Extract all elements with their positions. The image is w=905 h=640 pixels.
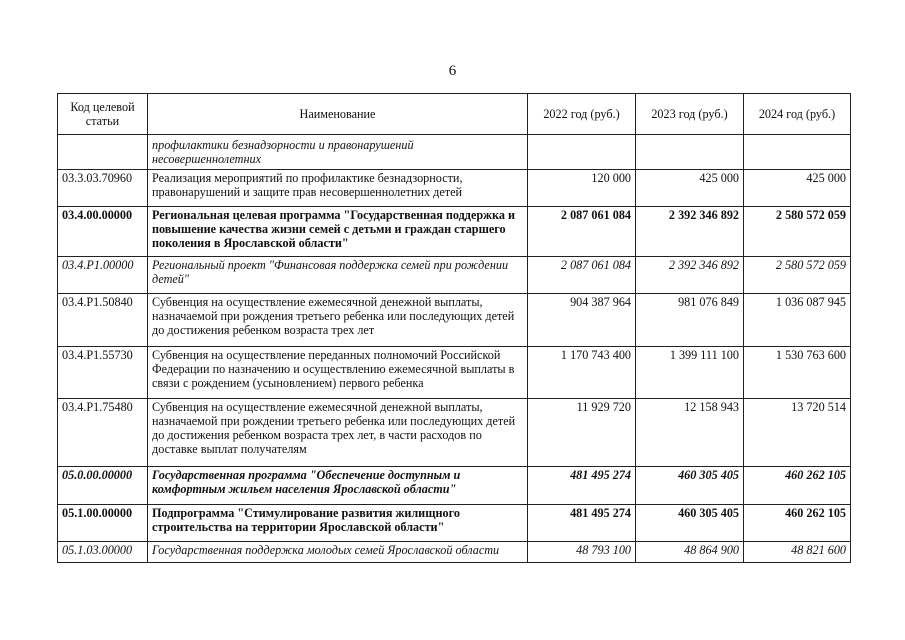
row-2022: 48 793 100	[528, 542, 636, 563]
row-code: 05.1.03.00000	[58, 542, 148, 563]
table-row	[58, 257, 851, 294]
row-2022: 11 929 720	[528, 399, 636, 467]
row-2023: 460 305 405	[636, 505, 744, 542]
row-name: Реализация мероприятий по профилактике безнадзорности, правонарушений и защите прав несовершеннолетних детей	[148, 170, 528, 207]
row-2024	[744, 135, 851, 170]
table-row	[58, 135, 851, 170]
row-2023: 2 392 346 892	[636, 207, 744, 257]
row-name: Субвенция на осуществление переданных полномочий Российской Федерации по назначению и осуществлению ежемесячной выплаты в связи с рождением (усыновлением) первого ребенка	[148, 347, 528, 399]
row-name: Государственная поддержка молодых семей Ярославской области	[148, 542, 528, 563]
header-code: Код целевой статьи	[58, 94, 148, 135]
row-2024: 425 000	[744, 170, 851, 207]
row-code: 03.4.P1.55730	[58, 347, 148, 399]
row-2022: 1 170 743 400	[528, 347, 636, 399]
table-row	[58, 399, 851, 467]
row-2023: 2 392 346 892	[636, 257, 744, 294]
row-code: 03.4.P1.50840	[58, 294, 148, 347]
row-2024: 2 580 572 059	[744, 257, 851, 294]
row-2022	[528, 135, 636, 170]
row-code: 03.4.P1.00000	[58, 257, 148, 294]
row-name: профилактики безнадзорности и правонарушений несовершеннолетних	[148, 135, 528, 170]
row-code: 05.1.00.00000	[58, 505, 148, 542]
row-name: Подпрограмма "Стимулирование развития жилищного строительства на территории Ярославской области"	[148, 505, 528, 542]
row-code: 03.4.00.00000	[58, 207, 148, 257]
row-2024: 460 262 105	[744, 505, 851, 542]
row-2023	[636, 135, 744, 170]
row-2024: 48 821 600	[744, 542, 851, 563]
row-name: Государственная программа "Обеспечение доступным и комфортным жильем населения Ярославской области"	[148, 467, 528, 505]
table-row	[58, 467, 851, 505]
row-2023: 460 305 405	[636, 467, 744, 505]
table-row	[58, 207, 851, 257]
row-code: 03.4.P1.75480	[58, 399, 148, 467]
row-2022: 2 087 061 084	[528, 207, 636, 257]
row-name: Региональная целевая программа "Государственная поддержка и повышение качества жизни семей с детьми и граждан старшего поколения в Ярославской области"	[148, 207, 528, 257]
row-2023: 981 076 849	[636, 294, 744, 347]
row-2024: 13 720 514	[744, 399, 851, 467]
row-code: 03.3.03.70960	[58, 170, 148, 207]
row-name: Субвенция на осуществление ежемесячной денежной выплаты, назначаемой при рождения третьего ребенка или последующих детей до достижения ребенком возраста трех лет	[148, 294, 528, 347]
row-2024: 1 530 763 600	[744, 347, 851, 399]
budget-table	[57, 93, 851, 563]
row-2023: 425 000	[636, 170, 744, 207]
row-name: Субвенция на осуществление ежемесячной денежной выплаты, назначаемой при рождении третьего ребенка или последующих детей до достижения ребенком возраста трех лет, в части расходов по доставке выплат получателям	[148, 399, 528, 467]
header-2023: 2023 год (руб.)	[636, 94, 744, 135]
row-code: 05.0.00.00000	[58, 467, 148, 505]
row-2024: 1 036 087 945	[744, 294, 851, 347]
row-2022: 904 387 964	[528, 294, 636, 347]
table-row	[58, 347, 851, 399]
header-2022: 2022 год (руб.)	[528, 94, 636, 135]
row-code	[58, 135, 148, 170]
row-2023: 12 158 943	[636, 399, 744, 467]
table-row	[58, 505, 851, 542]
page-number: 6	[448, 63, 457, 79]
row-2022: 120 000	[528, 170, 636, 207]
header-name: Наименование	[148, 94, 528, 135]
row-2023: 1 399 111 100	[636, 347, 744, 399]
row-2022: 2 087 061 084	[528, 257, 636, 294]
table-row	[58, 294, 851, 347]
table-row	[58, 170, 851, 207]
row-2022: 481 495 274	[528, 505, 636, 542]
row-2023: 48 864 900	[636, 542, 744, 563]
row-2024: 2 580 572 059	[744, 207, 851, 257]
row-2022: 481 495 274	[528, 467, 636, 505]
table-row	[58, 542, 851, 563]
table-header-row	[58, 94, 851, 135]
row-2024: 460 262 105	[744, 467, 851, 505]
row-name: Региональный проект "Финансовая поддержка семей при рождении детей"	[148, 257, 528, 294]
header-2024: 2024 год (руб.)	[744, 94, 851, 135]
